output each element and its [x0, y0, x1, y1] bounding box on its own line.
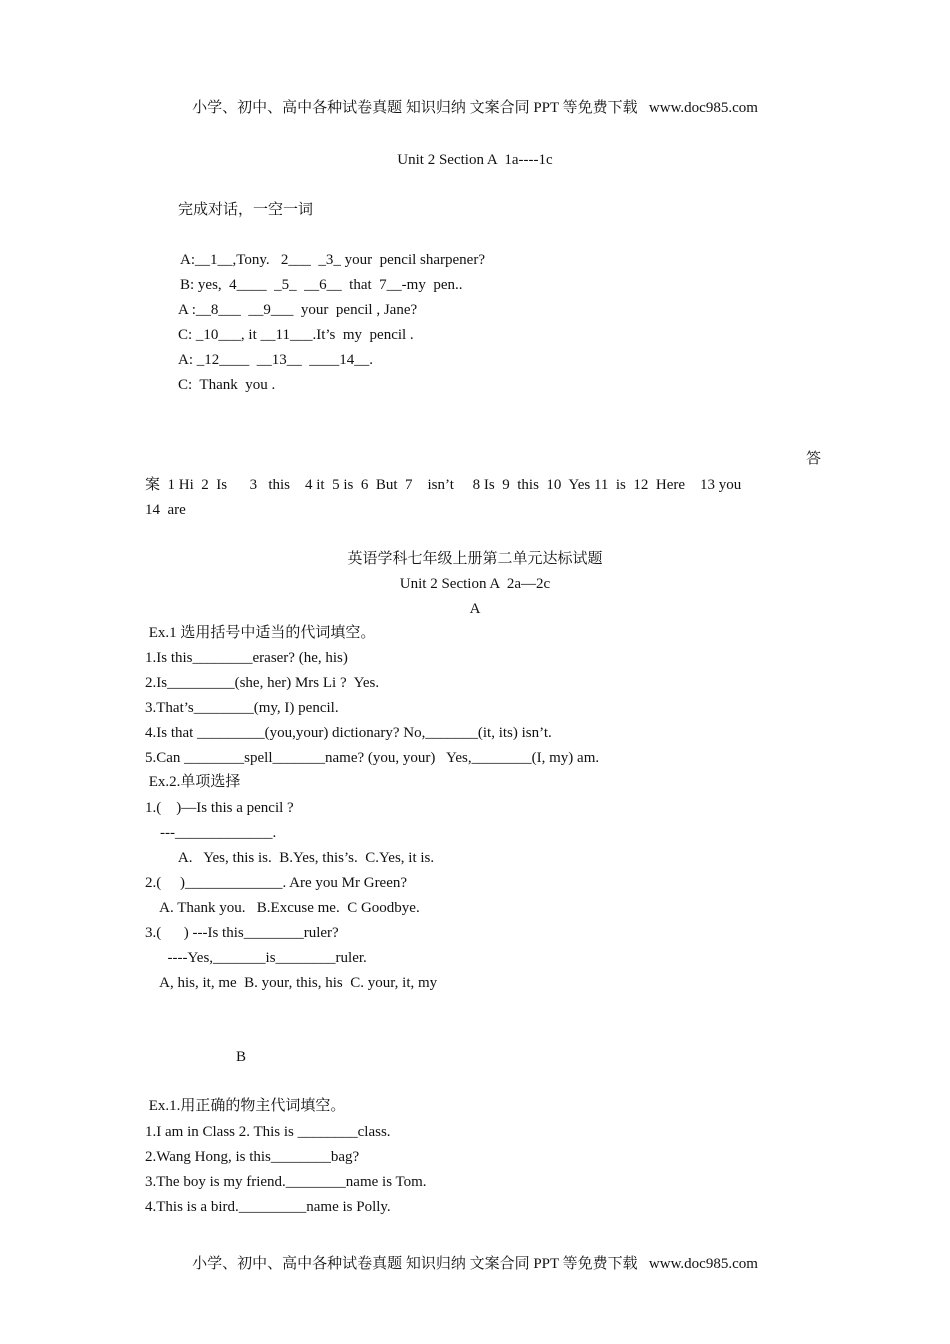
dialogue-line: C: _10___, it __11___.It’s my pencil . [178, 327, 414, 343]
exercise-line: 1.( )—Is this a pencil ? [145, 800, 294, 816]
exercise-item: 4.This is a bird._________name is Polly. [145, 1199, 391, 1215]
dialogue-line: A: _12____ __13__ ____14__. [178, 352, 373, 368]
answer-label: 答 [806, 451, 822, 467]
test-title: 英语学科七年级上册第二单元达标试题 [347, 551, 603, 567]
exercise-item: 1.Is this________eraser? (he, his) [145, 650, 348, 666]
exercise-line: 3.( ) ---Is this________ruler? [145, 925, 339, 941]
dialogue-line: A :__8___ __9___ your pencil , Jane? [178, 302, 418, 318]
exercise-line: ---_____________. [145, 825, 277, 841]
page-footer: 小学、初中、高中各种试卷真题 知识归纳 文案合同 PPT 等免费下载 www.doc985.com [192, 1256, 758, 1272]
exercise-item: 1.I am in Class 2. This is ________class. [145, 1124, 391, 1140]
exercise-item: 3.That’s________(my, I) pencil. [145, 700, 339, 716]
exercise-title: Ex.1 选用括号中适当的代词填空。 [145, 625, 376, 641]
dialogue-line: A:__1__,Tony. 2___ _3_ your pencil sharpener? [180, 252, 485, 268]
answer-line: 案 1 Hi 2 Is 3 this 4 it 5 is 6 But 7 isn’t 8 Is 9 this 10 Yes 11 is 12 Here 13 you [145, 477, 742, 493]
exercise-line: A. Yes, this is. B.Yes, this’s. C.Yes, it is. [145, 850, 435, 866]
exercise-line: A, his, it, me B. your, this, his C. your, it, my [145, 975, 438, 991]
exercise-line: 2.( )_____________. Are you Mr Green? [145, 875, 408, 891]
exercise-line: ----Yes,_______is________ruler. [145, 950, 367, 966]
exercise-title: Ex.2.单项选择 [145, 774, 241, 790]
exercise-item: 5.Can ________spell_______name? (you, your) Yes,________(I, my) am. [145, 750, 600, 766]
exercise-item: 2.Wang Hong, is this________bag? [145, 1149, 360, 1165]
exercise-item: 3.The boy is my friend.________name is Tom. [145, 1174, 427, 1190]
exercise-title: Ex.1.用正确的物主代词填空。 [145, 1098, 346, 1114]
exercise-item: 4.Is that _________(you,your) dictionary? No,_______(it, its) isn’t. [145, 725, 552, 741]
part1-title: Unit 2 Section A 1a----1c [397, 152, 553, 168]
dialogue-line: C: Thank you . [178, 377, 276, 393]
exercise-line: A. Thank you. B.Excuse me. C Goodbye. [145, 900, 420, 916]
exercise-item: 2.Is_________(she, her) Mrs Li ? Yes. [145, 675, 380, 691]
answer-line: 14 are [145, 502, 186, 518]
test-subtitle: Unit 2 Section A 2a—2c [399, 576, 551, 592]
page-header: 小学、初中、高中各种试卷真题 知识归纳 文案合同 PPT 等免费下载 www.doc985.com [192, 100, 758, 116]
part1-instruction: 完成对话，一空一词 [178, 202, 314, 218]
section-b-heading: B [236, 1049, 247, 1065]
dialogue-line: B: yes, 4____ _5_ __6__ that 7__-my pen.. [180, 277, 463, 293]
section-a-heading: A [469, 601, 481, 617]
